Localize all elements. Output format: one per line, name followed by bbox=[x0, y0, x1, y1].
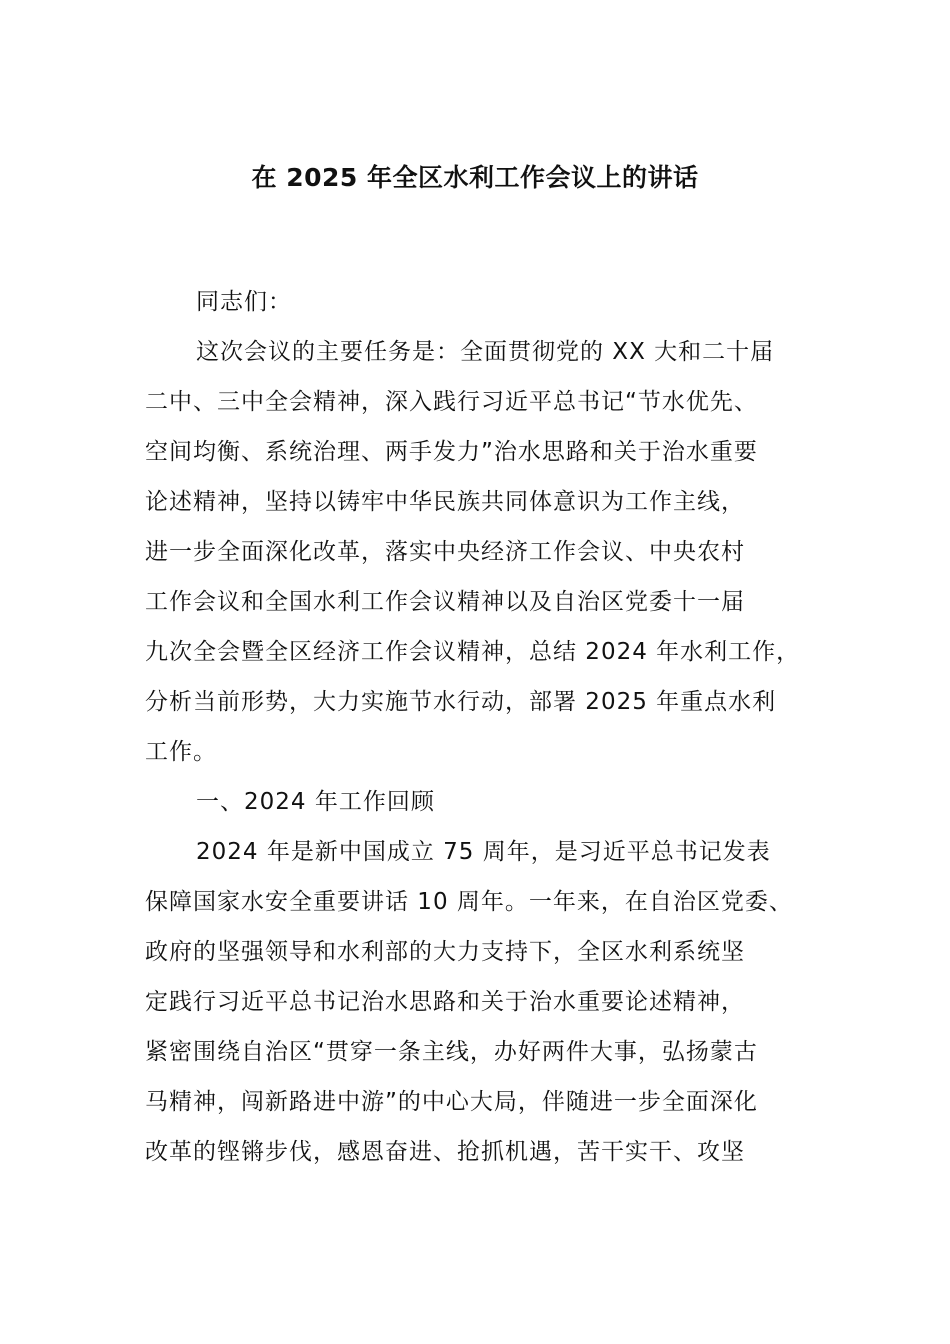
section-heading: 一、2024 年工作回顾 bbox=[196, 789, 435, 815]
paragraph-line: 工作会议和全国水利工作会议精神以及自治区党委十一届 bbox=[145, 589, 745, 615]
paragraph-line: 政府的坚强领导和水利部的大力支持下，全区水利系统坚 bbox=[145, 939, 745, 965]
paragraph-line: 论述精神，坚持以铸牢中华民族共同体意识为工作主线， bbox=[145, 489, 745, 515]
paragraph-line: 马精神，闯新路进中游”的中心大局，伴随进一步全面深化 bbox=[145, 1089, 758, 1115]
paragraph-line: 定践行习近平总书记治水思路和关于治水重要论述精神， bbox=[145, 989, 745, 1015]
paragraph-line: 2024 年是新中国成立 75 周年，是习近平总书记发表 bbox=[196, 839, 771, 865]
paragraph-line: 这次会议的主要任务是：全面贯彻党的 XX 大和二十届 bbox=[196, 339, 775, 365]
paragraph-line: 二中、三中全会精神，深入践行习近平总书记“节水优先、 bbox=[145, 389, 758, 415]
document-body bbox=[145, 281, 830, 1181]
paragraph-line: 紧密围绕自治区“贯穿一条主线，办好两件大事，弘扬蒙古 bbox=[145, 1039, 758, 1065]
paragraph-line: 九次全会暨全区经济工作会议精神，总结 2024 年水利工作， bbox=[145, 639, 801, 665]
document-title: 在 2025 年全区水利工作会议上的讲话 bbox=[251, 163, 699, 192]
paragraph-line: 分析当前形势，大力实施节水行动，部署 2025 年重点水利 bbox=[145, 689, 777, 715]
paragraph-line: 工作。 bbox=[145, 739, 217, 765]
paragraph-line: 空间均衡、系统治理、两手发力”治水思路和关于治水重要 bbox=[145, 439, 758, 465]
salutation: 同志们： bbox=[196, 289, 292, 315]
paragraph-line: 保障国家水安全重要讲话 10 周年。一年来，在自治区党委、 bbox=[145, 889, 793, 915]
paragraph-line: 改革的铿锵步伐，感恩奋进、抢抓机遇，苦干实干、攻坚 bbox=[145, 1139, 745, 1165]
paragraph-line: 进一步全面深化改革，落实中央经济工作会议、中央农村 bbox=[145, 539, 745, 565]
